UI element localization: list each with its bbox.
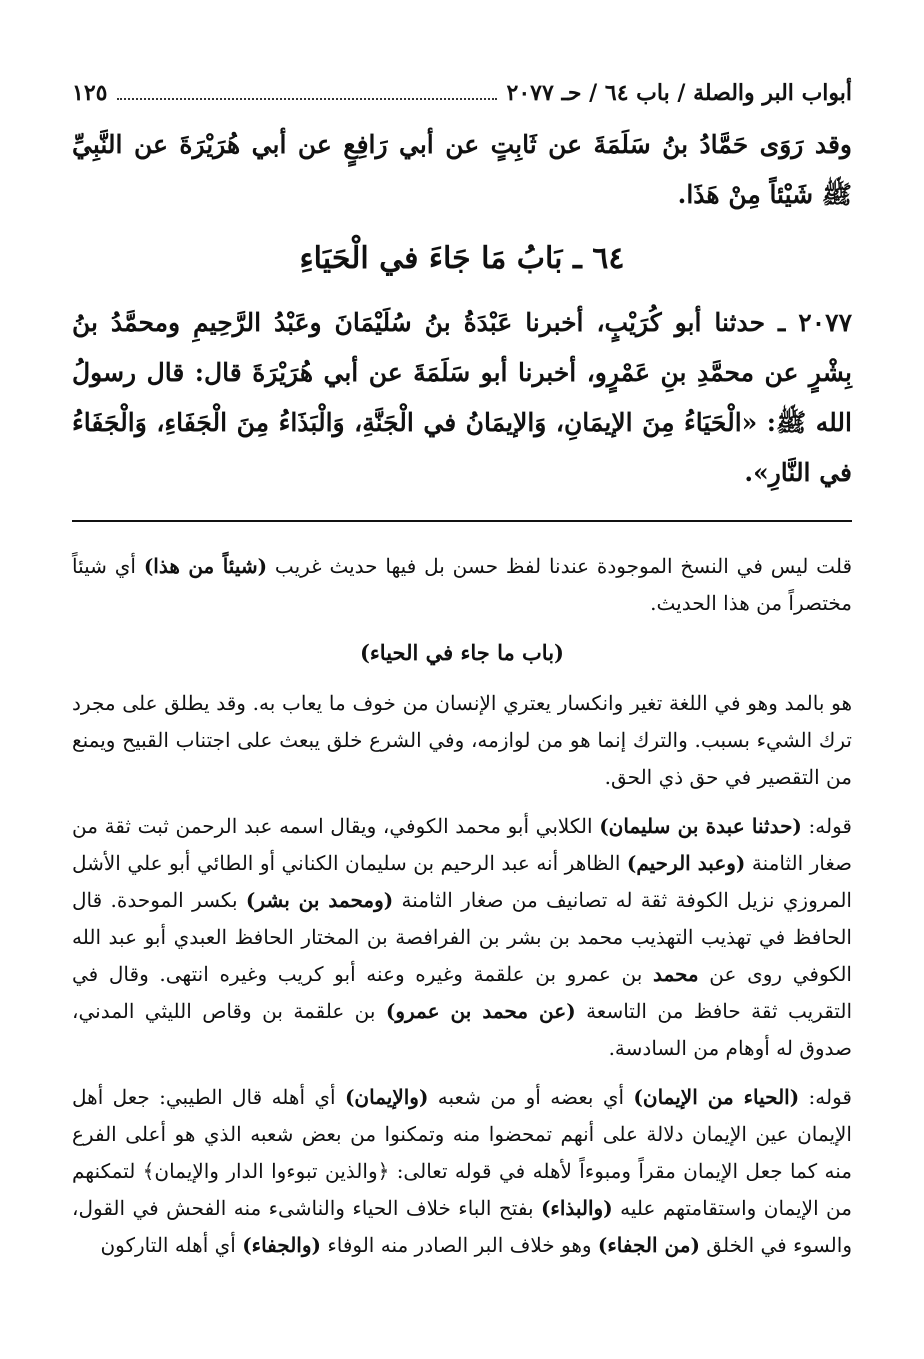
bold-term: (ومحمد بن بشر) bbox=[245, 888, 394, 912]
commentary-paragraph-4 bbox=[72, 1079, 852, 1264]
text-run: الظاهر أنه عبد الرحيم بن سليمان الكناني أو الطائي أبو علي الأشل المروزي نزيل الكوفة ثقة له تصانيف من صغار الثامنة bbox=[72, 851, 852, 912]
text-run: بكسر الموحدة. قال الحافظ في تهذيب التهذيب محمد بن بشر بن الفرافصة بن المختار الحافظ العبدي أبو عبد الله الكوفي روى عن bbox=[72, 888, 852, 986]
text-run: قوله: bbox=[801, 814, 852, 838]
bold-term: (والبذاء) bbox=[540, 1196, 613, 1220]
page-number: ١٢٥ bbox=[72, 80, 108, 106]
text-run: بن عمرو بن علقمة وغيره وعنه أبو كريب وغيره انتهى. وقال في التقريب ثقة حافظ من التاسعة bbox=[72, 962, 852, 1023]
commentary-paragraph-3 bbox=[72, 808, 852, 1067]
bold-term: (الحياء من الإيمان) bbox=[633, 1085, 800, 1109]
commentary-paragraph-2: هو بالمد وهو في اللغة تغير وانكسار يعتري الإنسان من خوف ما يعاب به. وقد يطلق على مجرد ترك الشيء بسبب. والترك إنما هو من لوازمه، وفي الشرع خلق يبعث على اجتناب القبيح ويمنع من التقصير في حق ذي الحق. bbox=[72, 691, 852, 789]
text-run: بفتح الباء خلاف الحياء والناشىء منه الفحش في القول، والسوء في الخلق bbox=[72, 1196, 852, 1257]
bold-term: (وعبد الرحيم) bbox=[626, 851, 746, 875]
commentary-section bbox=[72, 548, 852, 1264]
text-run: قلت ليس في النسخ الموجودة عندنا لفظ حسن بل فيها حديث غريب bbox=[267, 554, 853, 578]
hadith-text: ـ حدثنا أبو كُرَيْبٍ، أخبرنا عَبْدَةُ بنُ سُلَيْمَانَ وعَبْدُ الرَّحِيمِ ومحمَّدُ بنُ بِشْرٍ عن محمَّدِ بنِ عَمْرٍو، أخبرنا أبو سَلَمَةَ عن أبي هُرَيْرَةَ قال: قال رسولُ الله ﷺ: «الْحَيَاءُ مِنَ الإيمَانِ، وَالإيمَانُ في الْجَنَّةِ، وَالْبَذَاءُ مِنَ الْجَفَاءِ، وَالْجَفَاءُ في النَّارِ». bbox=[72, 308, 852, 487]
bold-term: محمد bbox=[652, 962, 699, 986]
bold-term: (شيئاً من هذا) bbox=[143, 554, 268, 578]
text-run: الكلابي أبو محمد الكوفي، ويقال اسمه عبد الرحمن ثبت ثقة من صغار الثامنة bbox=[72, 814, 852, 875]
text-run: أي أهله التاركون bbox=[100, 1233, 243, 1257]
running-header bbox=[72, 80, 852, 120]
text-run: أي شيئاً مختصراً من هذا الحديث. bbox=[72, 554, 852, 615]
hadith-paragraph bbox=[72, 298, 852, 498]
text-run: أي أهله قال الطيبي: جعل أهل الإيمان عين الإيمان دلالة على أنهم تمحضوا منه وتمكنوا من بعض شعبه الذي هو أعلى الفرع منه كما جعل الإيمان مقراً ومبوءاً لأهله في قوله تعالى: ﴿والذين تبوءوا الدار والإيمان﴾ لتمكنهم من الإيمان واستقامتهم عليه bbox=[72, 1085, 852, 1220]
bold-term: (من الجفاء) bbox=[597, 1233, 700, 1257]
commentary-paragraph-1 bbox=[72, 548, 852, 622]
commentary-subtitle: (باب ما جاء في الحياء) bbox=[360, 640, 564, 665]
bold-term: (عن محمد بن عمرو) bbox=[385, 999, 576, 1023]
intro-paragraph: وقد رَوَى حَمَّادُ بنُ سَلَمَةَ عن ثَابِتٍ عن أبي رَافِعٍ عن أبي هُرَيْرَةَ عن النَّبِيِّ ﷺ شَيْئاً مِنْ هَذَا. bbox=[72, 130, 852, 209]
text-run: بن علقمة بن وقاص الليثي المدني، صدوق له أوهام من السادسة. bbox=[72, 999, 852, 1060]
footnote-divider bbox=[72, 520, 852, 522]
book-page bbox=[72, 80, 852, 1276]
bold-term: (والإيمان) bbox=[344, 1085, 429, 1109]
leader-dots bbox=[117, 98, 496, 100]
bold-term: (حدثنا عبدة بن سليمان) bbox=[599, 814, 802, 838]
chapter-title: ٦٤ ـ بَابُ مَا جَاءَ في الْحَيَاءِ bbox=[299, 241, 625, 276]
text-run: وهو خلاف البر الصادر منه الوفاء bbox=[320, 1233, 598, 1257]
hadith-number: ٢٠٧٧ bbox=[798, 308, 852, 337]
text-run: أي بعضه أو من شعبه bbox=[428, 1085, 634, 1109]
running-header-title: أبواب البر والصلة / باب ٦٤ / حـ ٢٠٧٧ bbox=[506, 80, 852, 106]
bold-term: (والجفاء) bbox=[242, 1233, 321, 1257]
text-run: قوله: bbox=[799, 1085, 852, 1109]
